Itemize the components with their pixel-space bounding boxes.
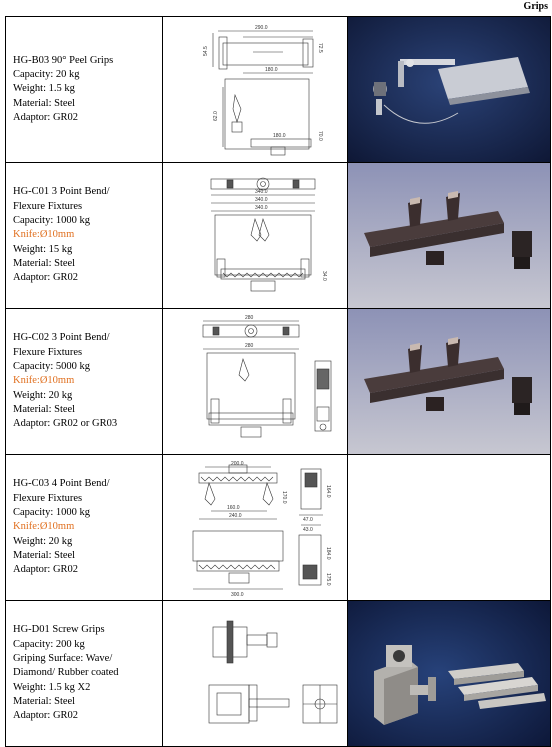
- technical-drawing-four-point-bend: [163, 455, 347, 600]
- description-cell: [6, 163, 163, 309]
- photo-cell: [348, 601, 551, 747]
- spec-line: Material: Steel: [13, 403, 76, 415]
- spec-line-knife: Knife:Ø10mm: [13, 521, 75, 533]
- dimension-label: 280: [245, 343, 254, 349]
- product-title: Flexure Fixtures: [13, 492, 83, 504]
- spec-line-knife: Knife:Ø10mm: [13, 375, 75, 387]
- table-row: [6, 17, 551, 163]
- spec-line: Capacity: 20 kg: [13, 69, 80, 81]
- table-row: [6, 601, 551, 747]
- product-title: HG-B03 90° Peel Grips: [13, 54, 114, 66]
- dimension-label: 340.0: [255, 197, 268, 203]
- dimension-label: 175.0: [325, 573, 331, 586]
- dimension-label: 180.0: [265, 67, 278, 73]
- dimension-label: 240.0: [229, 513, 242, 519]
- dimension-label: 160.0: [227, 505, 240, 511]
- description-cell: [6, 309, 163, 455]
- spec-line: Adaptor: GR02: [13, 111, 79, 123]
- product-title: HG-D01 Screw Grips: [13, 624, 105, 636]
- spec-line: Adaptor: GR02: [13, 710, 79, 722]
- drawing-cell: [163, 163, 348, 309]
- dimension-label: 340.0: [255, 189, 268, 195]
- photo-cell: [348, 17, 551, 163]
- description-cell: [6, 455, 163, 601]
- table-row: [6, 455, 551, 601]
- dimension-label: 180.0: [273, 133, 286, 139]
- drawing-cell: [163, 309, 348, 455]
- dimension-label: 34.0: [321, 271, 327, 281]
- dimension-label: 47.0: [303, 517, 313, 523]
- dimension-label: 43.0: [303, 527, 313, 533]
- spec-line: Capacity: 200 kg: [13, 638, 85, 650]
- spec-line-knife: Knife:Ø10mm: [13, 229, 75, 241]
- spec-line: Capacity: 5000 kg: [13, 361, 90, 373]
- dimension-label: 170.0: [281, 491, 287, 504]
- product-title: HG-C01 3 Point Bend/: [13, 186, 110, 198]
- dimension-label: 54.5: [203, 46, 209, 56]
- dimension-label: 300.0: [231, 592, 244, 598]
- dimension-label: 164.0: [325, 485, 331, 498]
- table-row: [6, 163, 551, 309]
- dimension-label: 72.5: [317, 43, 323, 53]
- technical-drawing-bend-fixture: [163, 163, 347, 308]
- dimension-label: 290.0: [255, 25, 268, 31]
- spec-line: Material: Steel: [13, 695, 76, 707]
- spec-line: Adaptor: GR02: [13, 564, 79, 576]
- drawing-cell: [163, 601, 348, 747]
- description-cell: [6, 17, 163, 163]
- spec-line: Capacity: 1000 kg: [13, 215, 90, 227]
- spec-line: Diamond/ Rubber coated: [13, 667, 119, 679]
- description-cell: [6, 601, 163, 747]
- spec-line: Weight: 20 kg: [13, 389, 73, 401]
- product-table: [5, 16, 551, 747]
- dimension-label: 200.0: [231, 461, 244, 467]
- drawing-cell: [163, 17, 348, 163]
- spec-line: Material: Steel: [13, 257, 76, 269]
- spec-line: Adaptor: GR02 or GR03: [13, 418, 118, 430]
- table-row: [6, 309, 551, 455]
- product-photo-peel-grip: [348, 17, 550, 162]
- photo-cell: [348, 163, 551, 309]
- dimension-label: 62.0: [213, 111, 219, 121]
- dimension-label: 280: [245, 315, 254, 321]
- product-title: Flexure Fixtures: [13, 200, 83, 212]
- drawing-cell: [163, 455, 348, 601]
- photo-cell-empty: [348, 455, 551, 601]
- dimension-label: 184.0: [325, 547, 331, 560]
- dimension-label: 70.0: [317, 131, 323, 141]
- product-title: HG-C02 3 Point Bend/: [13, 332, 110, 344]
- photo-cell: [348, 309, 551, 455]
- spec-line: Material: Steel: [13, 97, 76, 109]
- dimension-label: 340.0: [255, 205, 268, 211]
- technical-drawing-bend-fixture-heavy: [163, 309, 347, 454]
- spec-line: Weight: 1.5 kg X2: [13, 681, 91, 693]
- page-header: Grips: [523, 1, 548, 12]
- spec-line: Capacity: 1000 kg: [13, 507, 90, 519]
- spec-line: Material: Steel: [13, 549, 76, 561]
- technical-drawing-peel-grip: [163, 17, 347, 162]
- product-photo-bend-fixture: [348, 163, 550, 308]
- product-title: Flexure Fixtures: [13, 346, 83, 358]
- technical-drawing-screw-grip: [163, 601, 347, 746]
- product-photo-bend-fixture-heavy: [348, 309, 550, 454]
- product-title: HG-C03 4 Point Bend/: [13, 478, 110, 490]
- spec-line: Weight: 15 kg: [13, 243, 73, 255]
- spec-line: Weight: 1.5 kg: [13, 83, 75, 95]
- spec-line: Weight: 20 kg: [13, 535, 73, 547]
- product-photo-screw-grip: [348, 601, 550, 746]
- spec-line: Adaptor: GR02: [13, 272, 79, 284]
- spec-line: Griping Surface: Wave/: [13, 653, 113, 665]
